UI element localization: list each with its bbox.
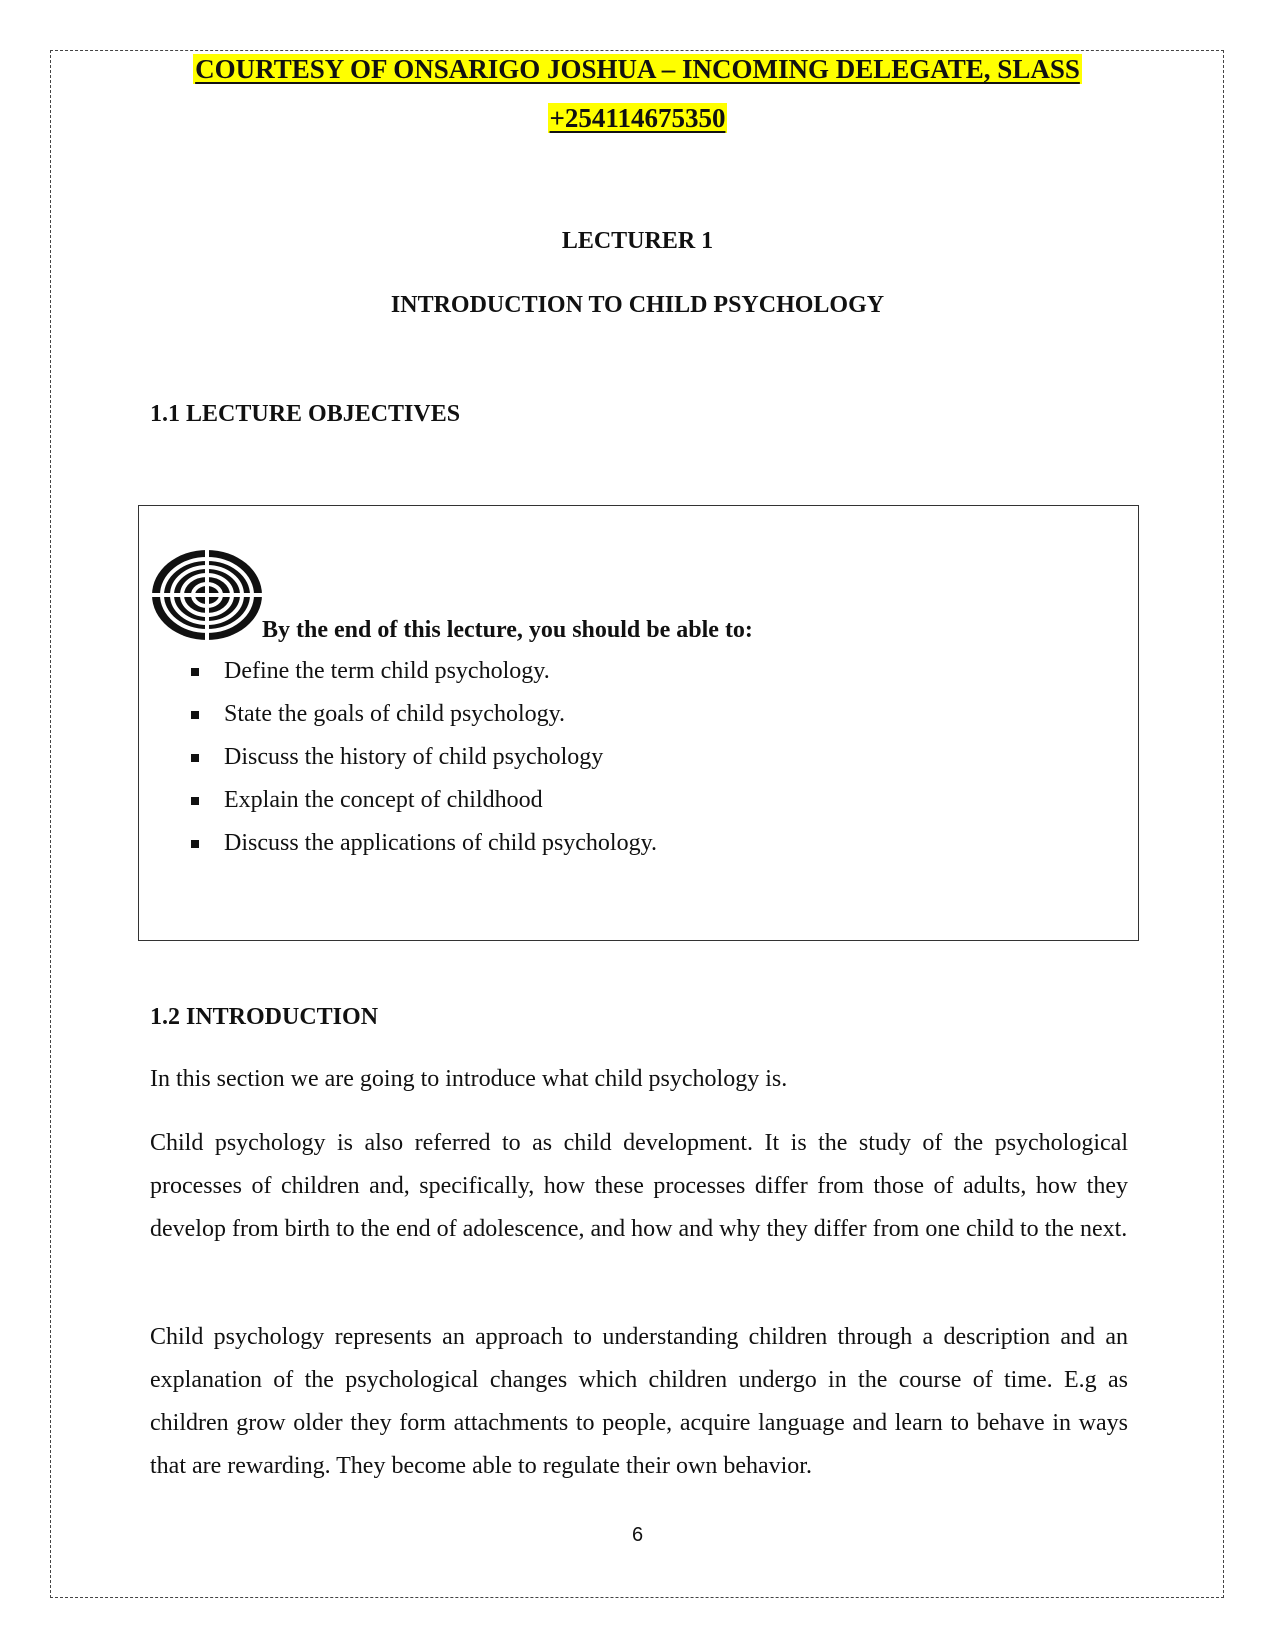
lecture-main-title: INTRODUCTION TO CHILD PSYCHOLOGY [390, 292, 885, 318]
introduction-heading: 1.2 INTRODUCTION [150, 1004, 379, 1030]
square-bullet-icon [191, 711, 199, 719]
objective-item [188, 785, 657, 828]
objective-text: State the goals of child psychology. [224, 701, 566, 727]
objective-text: Define the term child psychology. [224, 658, 550, 684]
courtesy-text: COURTESY OF ONSARIGO JOSHUA – INCOMING DELEGATE, SLASS [195, 54, 1080, 84]
intro-paragraph-3: Child psychology represents an approach to understanding children through a description and an explanation of the psychological changes which children undergo in the course of time. E.g as children grow older they form attachments to people, acquire language and learn to behave in ways that are rewarding. They become able to regulate their own behavior. [150, 1324, 1128, 1479]
square-bullet-icon [191, 668, 199, 676]
intro-paragraph-1: In this section we are going to introduce what child psychology is. [150, 1066, 788, 1092]
objective-text: Discuss the applications of child psychology. [224, 830, 658, 856]
objective-text: Explain the concept of childhood [224, 787, 543, 813]
objective-item [188, 828, 657, 871]
target-icon [150, 548, 264, 642]
objective-item [188, 699, 657, 742]
phone-line [0, 101, 1275, 135]
objective-text: Discuss the history of child psychology [224, 744, 604, 770]
objectives-lead: By the end of this lecture, you should be able to: [262, 617, 753, 643]
courtesy-line [0, 52, 1275, 86]
square-bullet-icon [191, 797, 199, 805]
objective-item [188, 656, 657, 699]
lecture-number-title: LECTURER 1 [561, 228, 714, 254]
square-bullet-icon [191, 840, 199, 848]
phone-number: +254114675350 [549, 103, 726, 133]
page-number: 6 [631, 1524, 644, 1546]
objectives-list [188, 656, 657, 871]
intro-paragraph-2: Child psychology is also referred to as child development. It is the study of the psychological processes of children and, specifically, how these processes differ from those of adults, how they develop from birth to the end of adolescence, and how and why they differ from one child to the next. [150, 1130, 1128, 1242]
square-bullet-icon [191, 754, 199, 762]
objectives-heading: 1.1 LECTURE OBJECTIVES [150, 401, 461, 427]
objective-item [188, 742, 657, 785]
